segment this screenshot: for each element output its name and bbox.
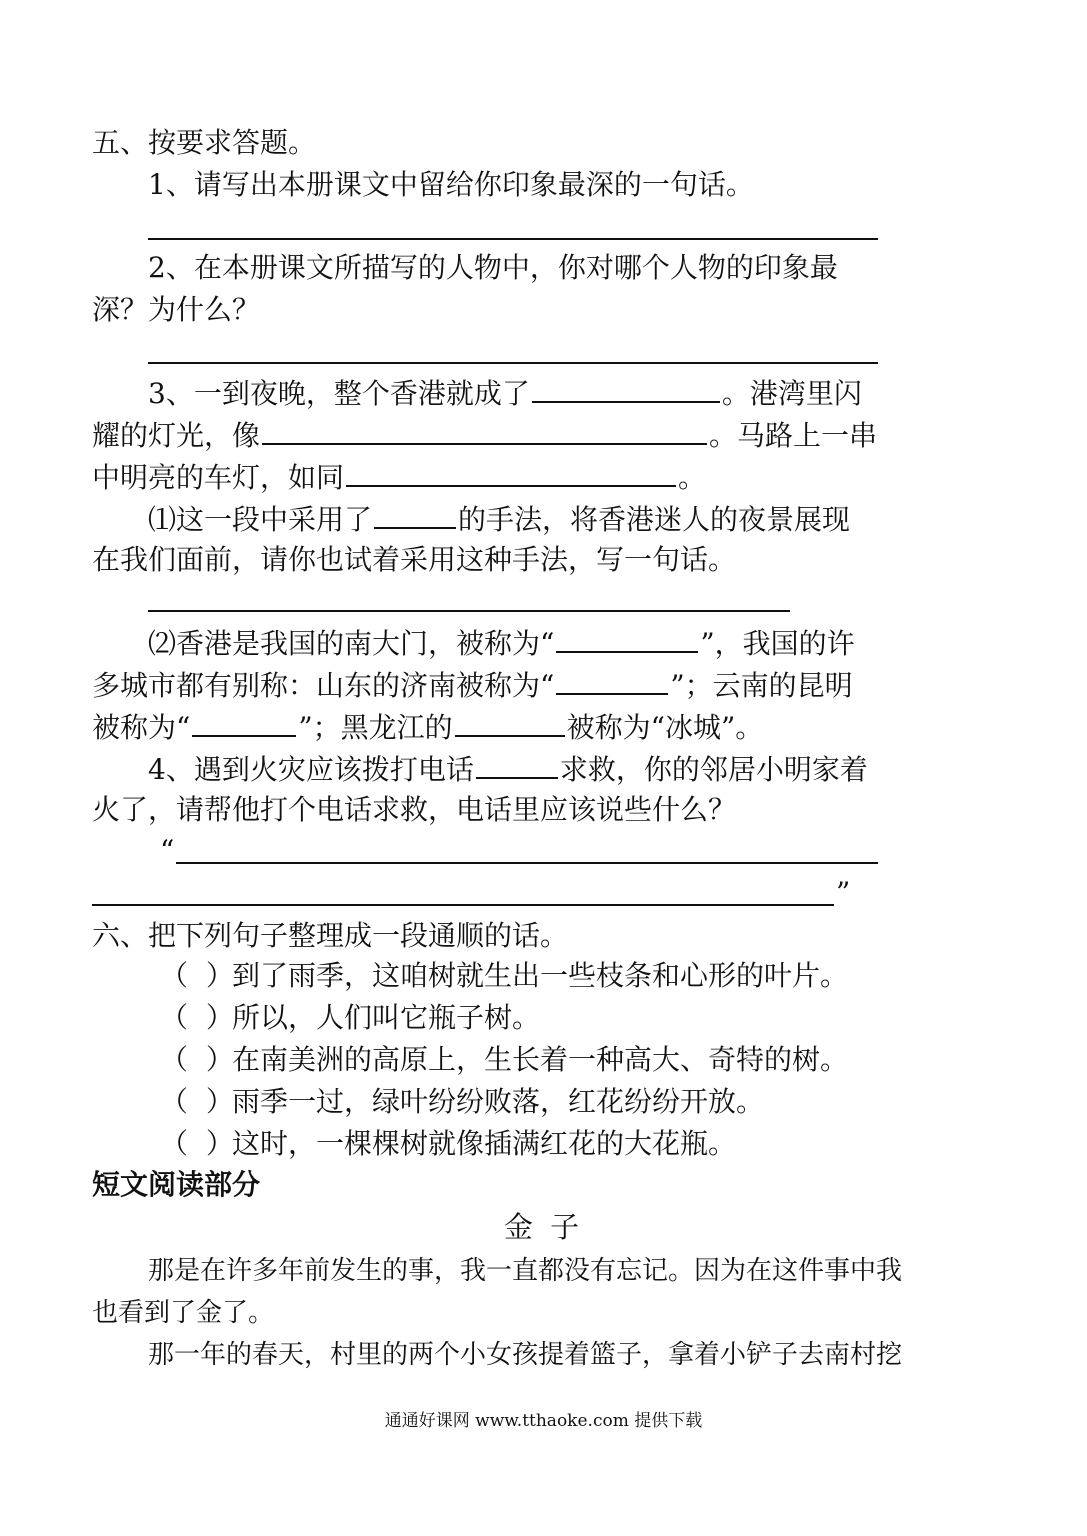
sub2-text-d: ”；云南的昆明 xyxy=(670,669,853,702)
reading-p1-line2: 也看到了金了。 xyxy=(92,1298,275,1328)
paren-close: ） xyxy=(205,1085,234,1118)
reading-p2-line1: 那一年的春天，村里的两个小女孩提着篮子，拿着小铲子去南村挖 xyxy=(148,1340,903,1370)
blank-sub2-b[interactable] xyxy=(556,663,668,695)
paren-open: （ xyxy=(160,1127,189,1160)
subquestion-2-line1 xyxy=(148,621,855,665)
question-3-line2 xyxy=(92,413,877,457)
question-2-line1: 2、在本册课文所描写的人物中，你对哪个人物的印象最 xyxy=(148,251,838,284)
answer-line-q4-a[interactable] xyxy=(176,862,878,864)
sentence-text: 所以，人们叫它瓶子树。 xyxy=(232,1001,541,1034)
sub2-text-c: 多城市都有别称：山东的济南被称为“ xyxy=(92,669,555,702)
sub2-text-e: 被称为“ xyxy=(92,711,191,744)
question-3-line1 xyxy=(148,371,862,415)
paren-close: ） xyxy=(205,1043,234,1076)
answer-paren[interactable] xyxy=(160,1039,232,1081)
question-4-line2: 火了，请帮他打个电话求救，电话里应该说些什么？ xyxy=(92,793,737,826)
sub2-text-f: ”；黑龙江的 xyxy=(298,711,453,744)
answer-paren[interactable] xyxy=(160,1081,232,1123)
answer-line-q4-b[interactable] xyxy=(92,904,834,906)
list-item xyxy=(160,1081,764,1123)
q3-text-a: 3、一到夜晚，整个香港就成了 xyxy=(148,377,530,410)
q3-text-c: 耀的灯光，像 xyxy=(92,419,261,452)
subquestion-2-line2 xyxy=(92,663,853,707)
q4-text-b: 求救，你的邻居小明家着 xyxy=(559,753,868,786)
blank-sub1[interactable] xyxy=(374,497,456,529)
close-quote: ” xyxy=(836,876,851,909)
paren-open: （ xyxy=(160,1043,189,1076)
blank-sub2-c[interactable] xyxy=(192,705,296,737)
subquestion-1-line2: 在我们面前，请你也试着采用这种手法，写一句话。 xyxy=(92,543,737,576)
list-item xyxy=(160,1039,848,1081)
paren-close: ） xyxy=(205,1001,234,1034)
reading-p1-line1: 那是在许多年前发生的事，我一直都没有忘记。因为在这件事中我 xyxy=(148,1256,903,1286)
answer-paren[interactable] xyxy=(160,997,232,1039)
sub1-text-b: 的手法，将香港迷人的夜景展现 xyxy=(458,503,851,536)
sub2-text-a: ⑵香港是我国的南大门，被称为“ xyxy=(148,627,555,660)
blank-q3-c[interactable] xyxy=(346,455,676,487)
q3-text-b: 。港湾里闪 xyxy=(721,377,862,410)
blank-q3-b[interactable] xyxy=(262,413,707,445)
sentence-text: 在南美洲的高原上，生长着一种高大、奇特的树。 xyxy=(232,1043,849,1076)
sub2-text-g: 被称为“冰城”。 xyxy=(566,711,764,744)
sub2-text-b: ”，我国的许 xyxy=(700,627,855,660)
question-4-line1 xyxy=(148,747,868,791)
answer-line-q2[interactable] xyxy=(148,362,878,364)
answer-paren[interactable] xyxy=(160,955,232,997)
sentence-text: 到了雨季，这咱树就生出一些枝条和心形的叶片。 xyxy=(232,959,849,992)
section6-heading: 六、把下列句子整理成一段通顺的话。 xyxy=(92,919,569,952)
paren-close: ） xyxy=(205,1127,234,1160)
q3-text-f: 。 xyxy=(678,461,707,494)
question-3-line3 xyxy=(92,455,706,499)
q4-text-a: 4、遇到火灾应该拨打电话 xyxy=(148,753,474,786)
reading-title: 金 子 xyxy=(503,1210,584,1244)
subquestion-1-line1 xyxy=(148,497,850,541)
sentence-text: 雨季一过，绿叶纷纷败落，红花纷纷开放。 xyxy=(232,1085,765,1118)
q3-text-d: 。马路上一串 xyxy=(709,419,878,452)
paren-open: （ xyxy=(160,959,189,992)
blank-q4[interactable] xyxy=(476,747,558,779)
list-item xyxy=(160,997,540,1039)
question-1: 1、请写出本册课文中留给你印象最深的一句话。 xyxy=(148,168,754,201)
paren-open: （ xyxy=(160,1001,189,1034)
list-item xyxy=(160,1123,736,1165)
sentence-text: 这时，一棵棵树就像插满红花的大花瓶。 xyxy=(232,1127,737,1160)
sub1-text-a: ⑴这一段中采用了 xyxy=(148,503,373,536)
answer-line-q1[interactable] xyxy=(148,238,878,240)
page-footer: 通通好课网 www.tthaoke.com 提供下载 xyxy=(384,1411,703,1431)
answer-paren[interactable] xyxy=(160,1123,232,1165)
open-quote: “ xyxy=(160,834,175,867)
section5-heading: 五、按要求答题。 xyxy=(92,126,317,159)
paren-close: ） xyxy=(205,959,234,992)
blank-q3-a[interactable] xyxy=(532,371,720,403)
blank-sub2-d[interactable] xyxy=(455,705,565,737)
subquestion-2-line3 xyxy=(92,705,763,749)
answer-line-sub1[interactable] xyxy=(148,610,790,612)
reading-heading: 短文阅读部分 xyxy=(92,1168,261,1201)
question-2-line2: 深？为什么？ xyxy=(92,293,261,326)
q3-text-e: 中明亮的车灯，如同 xyxy=(92,461,345,494)
list-item xyxy=(160,955,848,997)
paren-open: （ xyxy=(160,1085,189,1118)
blank-sub2-a[interactable] xyxy=(556,621,698,653)
